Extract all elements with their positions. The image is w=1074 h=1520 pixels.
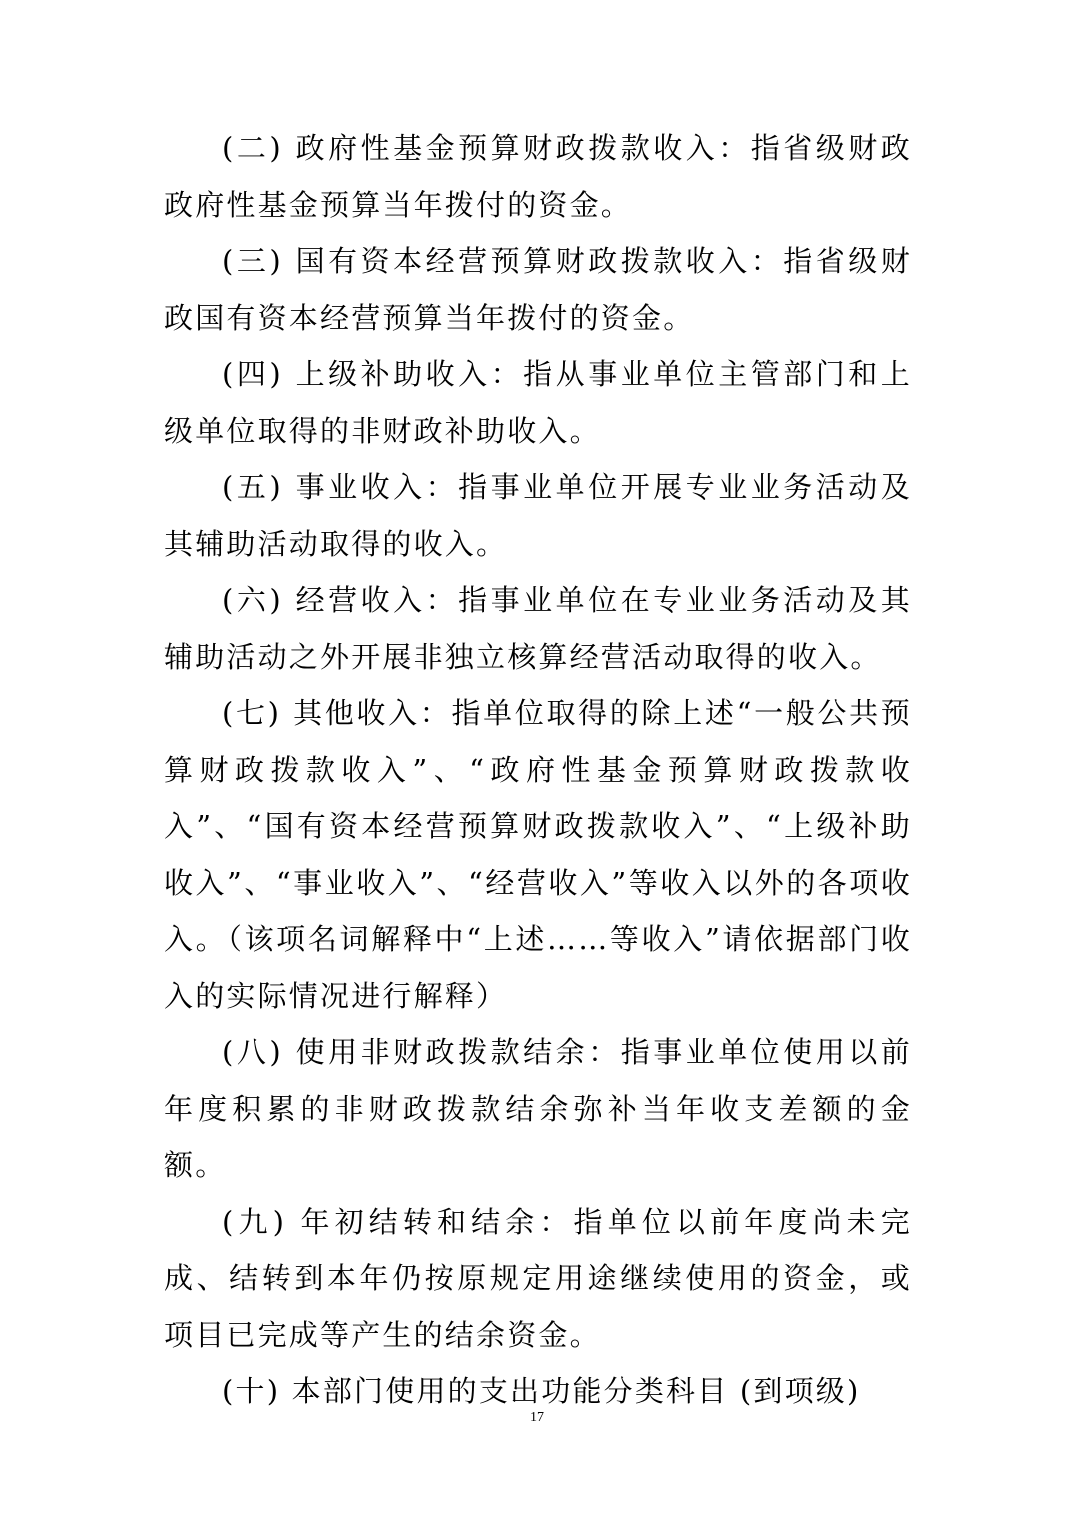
paragraph-9-carryover-balance: (九) 年初结转和结余：指单位以前年度尚未完成、结转到本年仍按原规定用途继续使用的资金，或项目已完成等产生的结余资金。 xyxy=(164,1204,912,1352)
paragraph-4-superior-subsidy: (四) 上级补助收入：指从事业单位主管部门和上级单位取得的非财政补助收入。 xyxy=(164,357,912,448)
paragraph-7-other-revenue: (七) 其他收入：指单位取得的除上述“一般公共预算财政拨款收入”、“政府性基金预算财政拨款收入”、“国有资本经营预算财政拨款收入”、“上级补助收入”、“事业收入”、“经营收入”等收入以外的各项收入。（该项名词解释中“上述……等收入”请依据部门收入的实际情况进行解释） xyxy=(164,696,912,1013)
paragraph-6-operating-revenue: (六) 经营收入：指事业单位在专业业务活动及其辅助活动之外开展非独立核算经营活动取得的收入。 xyxy=(164,583,912,674)
paragraph-10-expenditure-classification: (十) 本部门使用的支出功能分类科目 (到项级) xyxy=(222,1374,861,1408)
paragraph-2-government-fund-revenue: (二) 政府性基金预算财政拨款收入：指省级财政政府性基金预算当年拨付的资金。 xyxy=(164,131,912,222)
page-number: 17 xyxy=(530,1410,544,1425)
paragraph-5-business-revenue: (五) 事业收入：指事业单位开展专业业务活动及其辅助活动取得的收入。 xyxy=(164,470,912,561)
paragraph-3-state-capital-revenue: (三) 国有资本经营预算财政拨款收入：指省级财政国有资本经营预算当年拨付的资金。 xyxy=(164,244,912,335)
paragraph-8-non-fiscal-surplus: (八) 使用非财政拨款结余：指事业单位使用以前年度积累的非财政拨款结余弥补当年收支差额的金额。 xyxy=(164,1035,912,1182)
document-body xyxy=(164,120,912,1420)
